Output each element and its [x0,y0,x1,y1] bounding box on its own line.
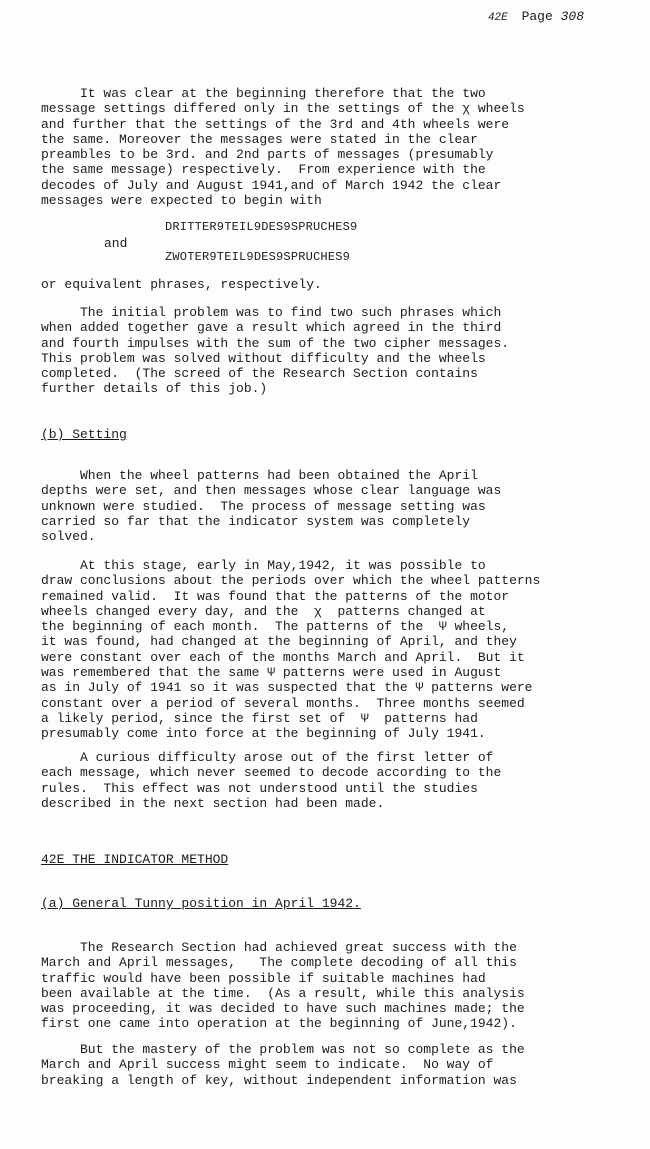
text-line: presumably come into force at the beginning of July 1941. [41,726,486,742]
text-line: the same message) respectively. From experience with the [41,162,486,178]
text-line: first one came into operation at the beginning of June,1942). [41,1016,517,1032]
text-line: The initial problem was to find two such phrases which [41,305,502,320]
text-line: was remembered that the same Ψ patterns were used in August [41,665,502,681]
text-line: described in the next section had been made. [41,795,385,811]
paragraph-2 [41,277,616,292]
text-line: preambles to be 3rd. and 2nd parts of messages (presumably [41,147,494,163]
text-line: messages were expected to begin with [41,193,322,209]
text-line: were constant over each of the months March and April. But it [41,649,525,665]
text-line: The Research Section had achieved great success with the [41,940,517,955]
page-label: Page [521,9,553,24]
text-line: message settings differed only in the settings of the χ wheels [41,101,525,117]
text-line: decodes of July and August 1941,and of March 1942 the clear [41,177,502,193]
text-line: as in July of 1941 so it was suspected that the Ψ patterns were [41,680,533,696]
text-line: It was clear at the beginning therefore that the two [41,86,486,101]
text-line: completed. (The screed of the Research Section contains [41,366,478,382]
section-ref: 42E [487,12,508,24]
text-line: been available at the time. (As a result, while this analysis [41,985,525,1001]
text-line: each message, which never seemed to decode according to the [41,765,502,781]
paragraph-5 [41,558,616,742]
paragraph-4 [41,468,616,544]
section-heading-42e: 42E THE INDICATOR METHOD [41,852,229,867]
clear-phrase-1: DRITTER9TEIL9DES9SPRUCHES9 [165,220,358,234]
text-line: breaking a length of key, without independent information was [41,1072,517,1088]
text-line: was proceeding, it was decided to have such machines made; the [41,1001,525,1017]
page-number: 308 [560,9,584,24]
text-line: depths were set, and then messages whose clear language was [41,483,502,499]
section-heading-a: (a) General Tunny position in April 1942. [41,896,361,911]
text-line: unknown were studied. The process of message setting was [41,498,486,514]
text-line: and further that the settings of the 3rd and 4th wheels were [41,116,510,132]
text-line: March and April messages, The complete decoding of all this [41,955,517,971]
paragraph-3 [41,305,616,397]
section-heading-b: (b) Setting [41,427,127,442]
text-line: This problem was solved without difficulty and the wheels [41,350,486,366]
text-line: when added together gave a result which agreed in the third [41,320,502,336]
text-line: A curious difficulty arose out of the first letter of [41,750,494,765]
paragraph-7 [41,940,616,1032]
text-line: solved. [41,529,96,545]
paragraph-8 [41,1042,616,1088]
text-line: remained valid. It was found that the patterns of the motor [41,588,510,604]
paragraph-1 [41,86,616,208]
and-word: and [104,236,128,251]
page-header [488,9,584,24]
text-line: the beginning of each month. The patterns of the Ψ wheels, [41,619,510,635]
text-line: rules. This effect was not understood until the studies [41,780,478,796]
text-line: further details of this job.) [41,381,268,397]
text-line: March and April success might seem to indicate. No way of [41,1057,494,1073]
text-line: traffic would have been possible if suitable machines had [41,970,486,986]
text-line: or equivalent phrases, respectively. [41,277,322,292]
text-line: constant over a period of several months. Three months seemed [41,695,525,711]
text-line: and fourth impulses with the sum of the two cipher messages. [41,335,510,351]
text-line: draw conclusions about the periods over which the wheel patterns [41,573,541,589]
text-line: When the wheel patterns had been obtained the April [41,468,478,483]
text-line: the same. Moreover the messages were stated in the clear [41,131,478,147]
text-line: wheels changed every day, and the χ patterns changed at [41,603,486,619]
text-line: But the mastery of the problem was not so complete as the [41,1042,525,1057]
text-line: carried so far that the indicator system was completely [41,513,471,529]
paragraph-6 [41,750,616,811]
text-line: it was found, had changed at the beginning of April, and they [41,634,517,650]
text-line: At this stage, early in May,1942, it was possible to [41,558,486,573]
text-line: a likely period, since the first set of Ψ patterns had [41,710,478,726]
clear-phrase-2: ZWOTER9TEIL9DES9SPRUCHES9 [165,250,351,264]
